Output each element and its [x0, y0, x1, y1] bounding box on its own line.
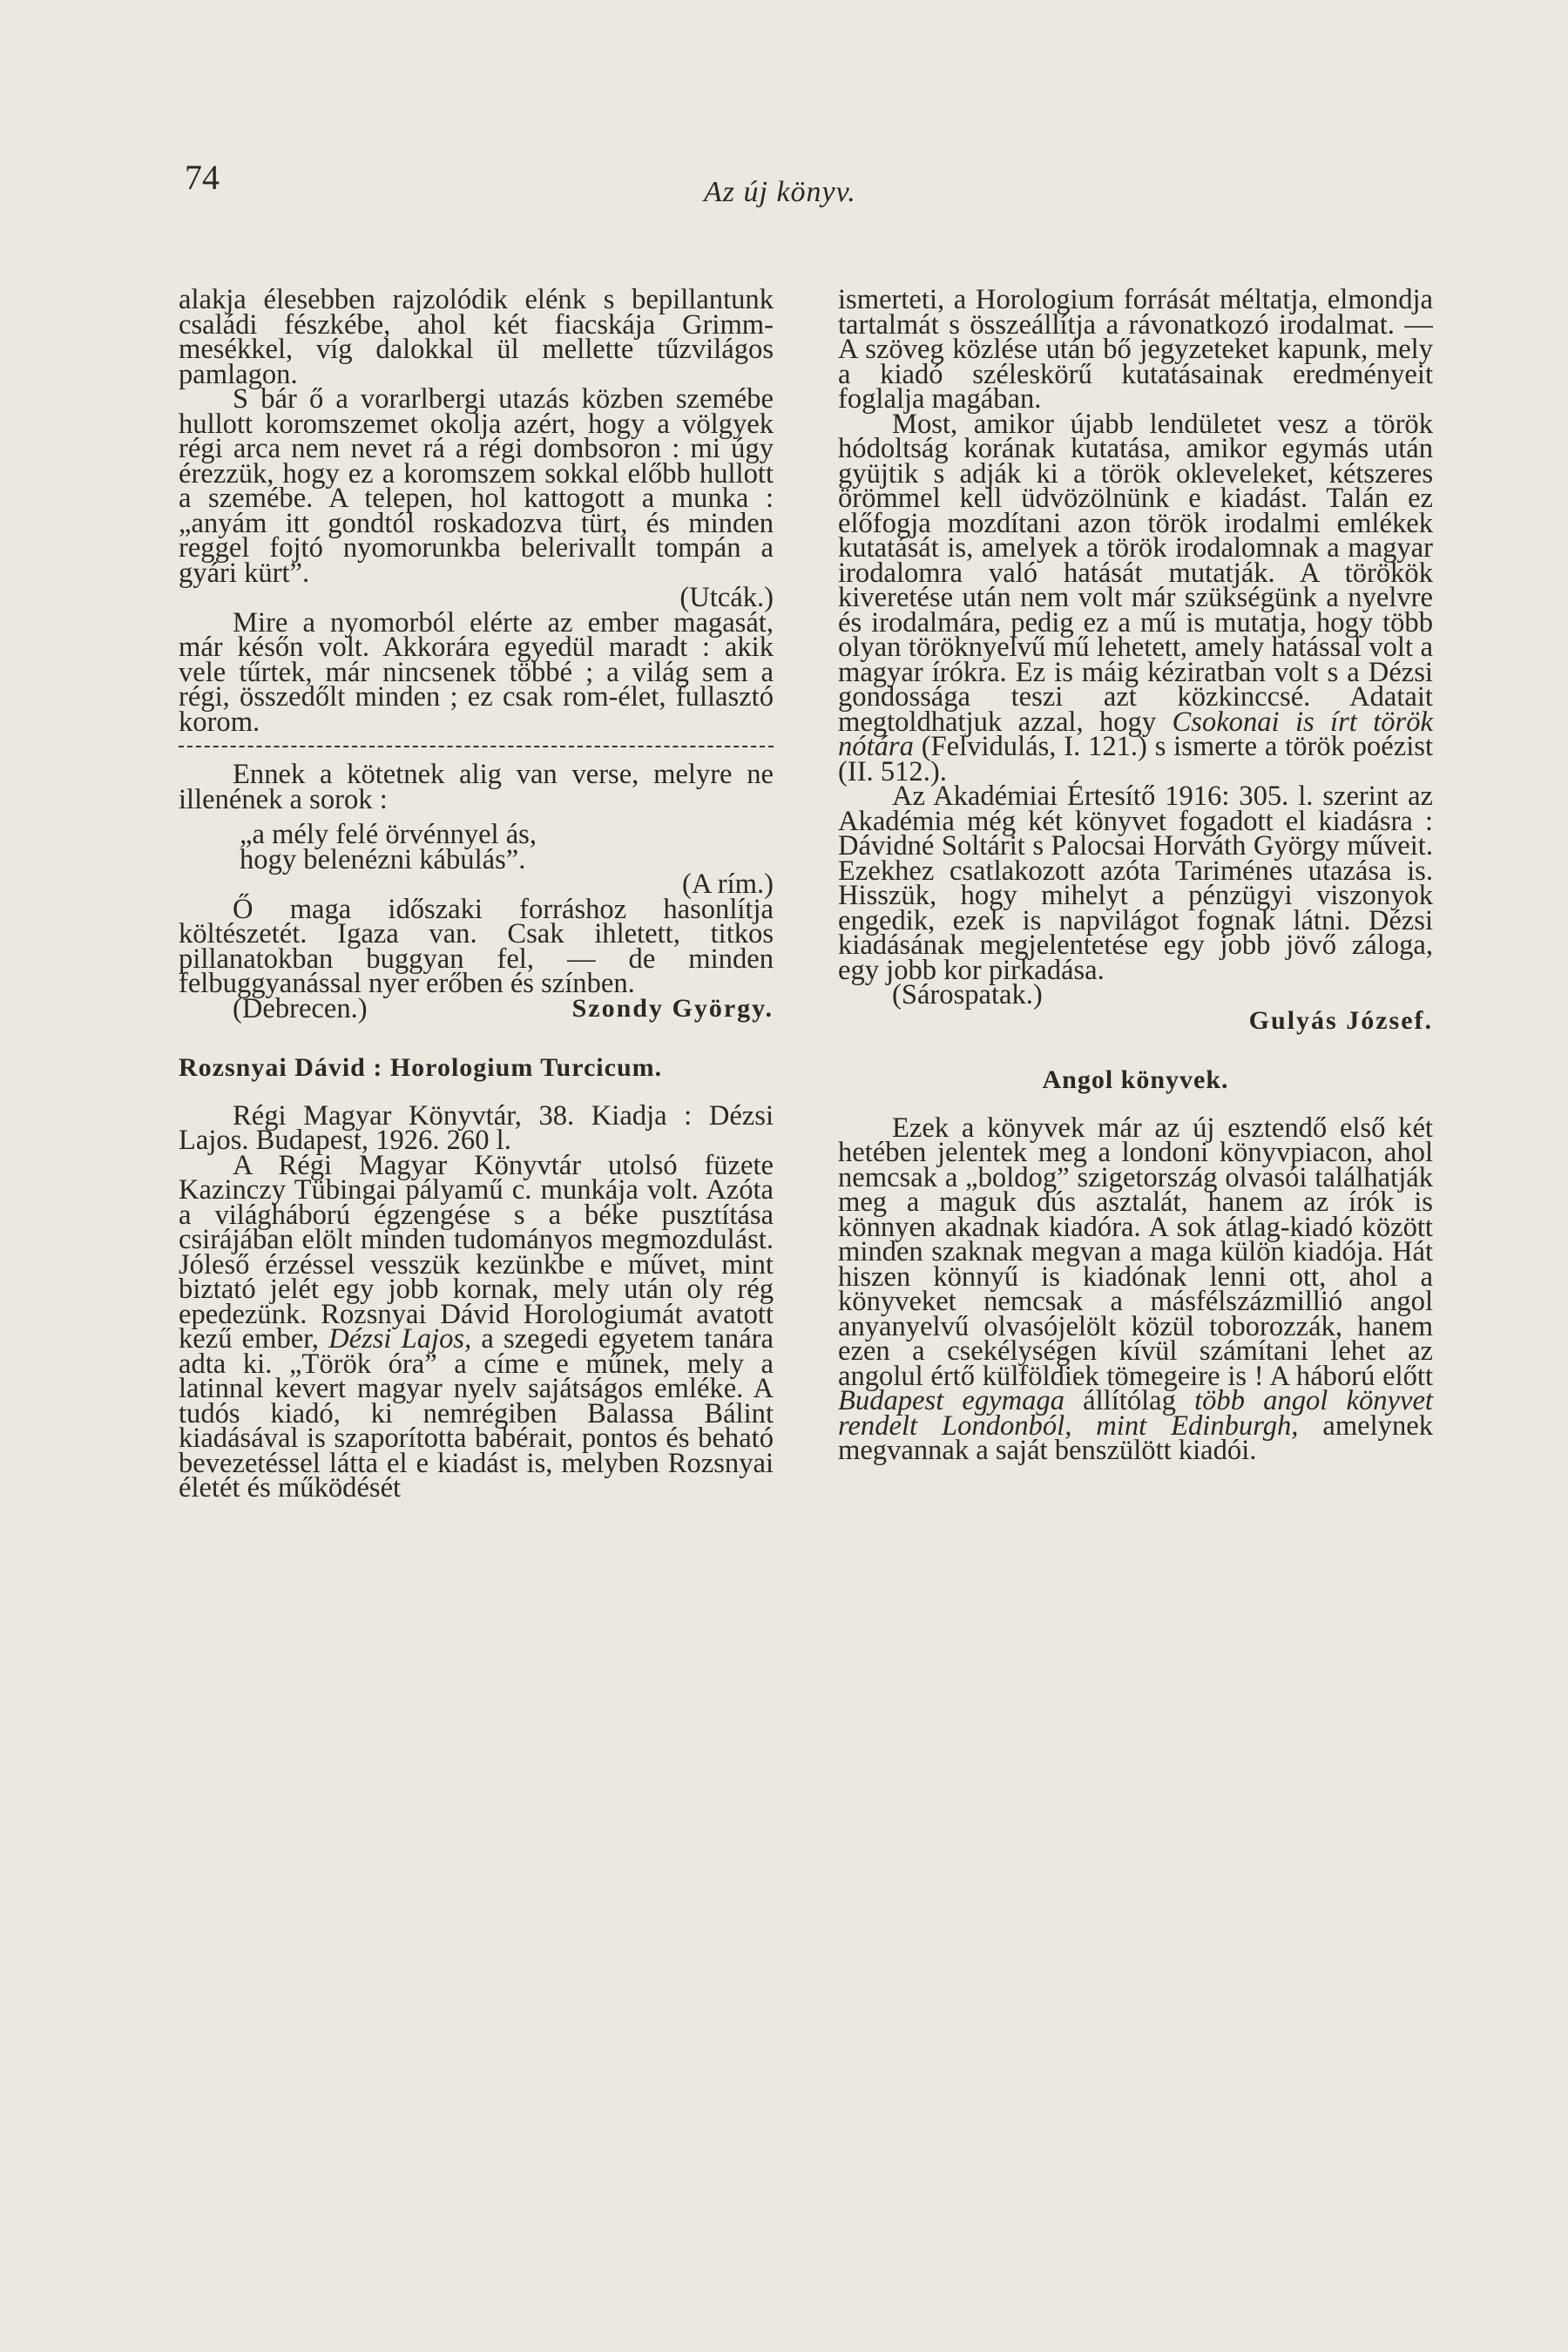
- editor-name: Dézsi Lajos,: [328, 1323, 472, 1355]
- signature-row: [838, 1005, 1433, 1035]
- paragraph: S bár ő a vorarlbergi utazás közben szemébe hullott koromszemet okolja azért, hogy a völgyek régi arca nem nevet rá a régi dombsoron : mi úgy érezzük, hogy ez a koromszem sokkal előbb hullott a szemébe. A telepen, hol kattogott a munka : „anyám itt gondtól roskadozva türt, és minden reggel fojtó nyomorunkba belerivallt tompán a gyári kürt”.: [179, 383, 774, 589]
- paragraph: Ő maga időszaki forráshoz hasonlítja költészetét. Igaza van. Csak ihletett, titkos pillanatokban buggyan fel, — de minden felbuggyanással nyer erőben és színben.: [179, 893, 774, 999]
- italic-run: Csokonai is írt török nótára: [838, 706, 1433, 762]
- signature-row: [179, 992, 774, 1024]
- author-signature: Szondy György.: [571, 993, 774, 1023]
- text-run: állítólag: [1083, 1385, 1176, 1416]
- place-label: (Sárospatak.): [892, 979, 1043, 1010]
- page-number: 74: [185, 158, 220, 197]
- section-divider: [179, 746, 774, 747]
- text-run: a szegedi egyetem tanára adta ki. „Török óra” a címe e műnek, mely a latinnal kevert magyar nyelv sajátságos emléke. A tudós kiadó, ki nemrégiben Balassa Bálint kiadásával is szaporította babérait, pontos és beható bevezetéssel látta el e kiadást is, melyben Rozsnyai életét és működését: [179, 1323, 774, 1504]
- text-run: (Felvidulás, I. 121.) s ismerte a török poézist (II. 512.).: [838, 731, 1433, 787]
- source-citation: (A rím.): [682, 868, 774, 900]
- paragraph: [838, 408, 1433, 787]
- place-label: (Debrecen.): [233, 992, 368, 1024]
- paragraph: [179, 1149, 774, 1504]
- verse-line: „a mély felé örvénnyel ás,: [240, 819, 537, 850]
- running-title: Az új könyv.: [704, 176, 856, 208]
- paragraph: alakja élesebben rajzolódik elénk s bepillantunk családi fészkébe, ahol két fiacskája Grimm-mesékkel, víg dalokkal ül mellette tűzvilágos pamlagon.: [179, 284, 774, 390]
- verse-quote: [179, 819, 774, 875]
- source-citation: (Utcák.): [679, 582, 774, 613]
- right-column: [838, 284, 1433, 1466]
- italic-run: több angol könyvet rendelt Londonból, mint Edinburgh,: [838, 1385, 1433, 1442]
- bibliographic-entry: Régi Magyar Könyvtár, 38. Kiadja : Dézsi Lajos. Budapest, 1926. 260 l.: [179, 1099, 774, 1156]
- paragraph: [838, 1112, 1433, 1466]
- text-run: Most, amikor újabb lendületet vesz a török hódoltság korának kutatása, amikor egymás után gyüjtik s adják ki a török okleveleket, kétszeres örömmel kell üdvözölnünk e kiadást. Talán ez előfogja mozdítani azon török irodalmi emlékek kutatását is, amelyek a török irodalomnak a magyar irodalomra való hatását mutatják. A törökök kiveretése után nem volt már szükségünk a nyelvre és irodalmára, pedig ez a mű is mutatja, hogy több olyan töröknyelvű mű lehetett, amely hatással volt a magyar írókra. Ez is máig kéziratban volt s a Dézsi gondossága teszi azt közkinccsé. Adatait megtoldhatjuk azzal, hogy: [838, 408, 1433, 738]
- paragraph: Mire a nyomorból elérte az ember magasát, már későn volt. Akkorára egyedül maradt : akik vele tűrtek, már nincsenek többé ; a világ sem a régi, összedőlt minden ; ez csak rom-élet, fullasztó korom.: [179, 606, 774, 738]
- paragraph: ismerteti, a Horologium forrását méltatja, elmondja tartalmát s összeállítja a rávonatkozó irodalmat. — A szöveg közlése után bő jegyzeteket kapunk, mely a kiadó széleskörű kutatásainak eredményeit foglalja magában.: [838, 284, 1433, 415]
- author-signature: Gulyás József.: [1248, 1005, 1433, 1035]
- verse-line: hogy belenézni kábulás”.: [240, 843, 526, 875]
- paragraph: Az Akadémiai Értesítő 1916: 305. l. szerint az Akadémia még két könyvet fogadott el kiadásra : Dávidné Soltárit s Palocsai Horváth György műveit. Ezekhez csatlakozott azóta Tariménes utazása is. Hisszük, hogy mihelyt a pénzügyi viszonyok engedik, ezek is napvilágot fognak látni. Dézsi kiadásának megjelentetése egy jobb jövő záloga, egy jobb kor pirkadása.: [838, 781, 1433, 986]
- text-run: amelynek megvannak a saját benszülött kiadói.: [838, 1409, 1433, 1466]
- review-heading: Rozsnyai Dávid : Horologium Turcicum.: [179, 1053, 663, 1082]
- text-run: Ezek a könyvek már az új esztendő első két hetében jelentek meg a londoni könyvpiacon, ahol nemcsak a „boldog” szigetország olvasói találhatják meg a maguk dús asztalát, hanem az írók is könnyen akadnak kiadóra. A sok átlag-kiadó között minden szaknak megvan a maga külön kiadója. Hát hiszen könnyű is kiadónak lenni ott, ahol a könyveket nemcsak a másfélszázmillió angol anyanyelvű olvasójelölt közül toborozzák, hanem ezen a csekélységen kívül számítani lehet az angolul értő külföldiek tömegeire is ! A háború előtt: [838, 1112, 1433, 1392]
- text-run: A Régi Magyar Könyvtár utolsó füzete Kazinczy Tübingai pályamű c. munkája volt. Azóta a világháború égzengése s a béke pusztítása csirájában elölt minden tudományos megmozdulást. Jóleső érzéssel vesszük kezünkbe e művet, mint biztató jelét egy jobb kornak, mely után oly rég epedezünk. Rozsnyai Dávid Horologiumát avatott kezű ember,: [179, 1149, 774, 1355]
- italic-run: Budapest egymaga: [838, 1385, 1064, 1416]
- review-heading: Angol könyvek.: [1042, 1065, 1229, 1094]
- left-column: [179, 284, 774, 1504]
- paragraph: Ennek a kötetnek alig van verse, melyre ne illenének a sorok :: [179, 759, 774, 815]
